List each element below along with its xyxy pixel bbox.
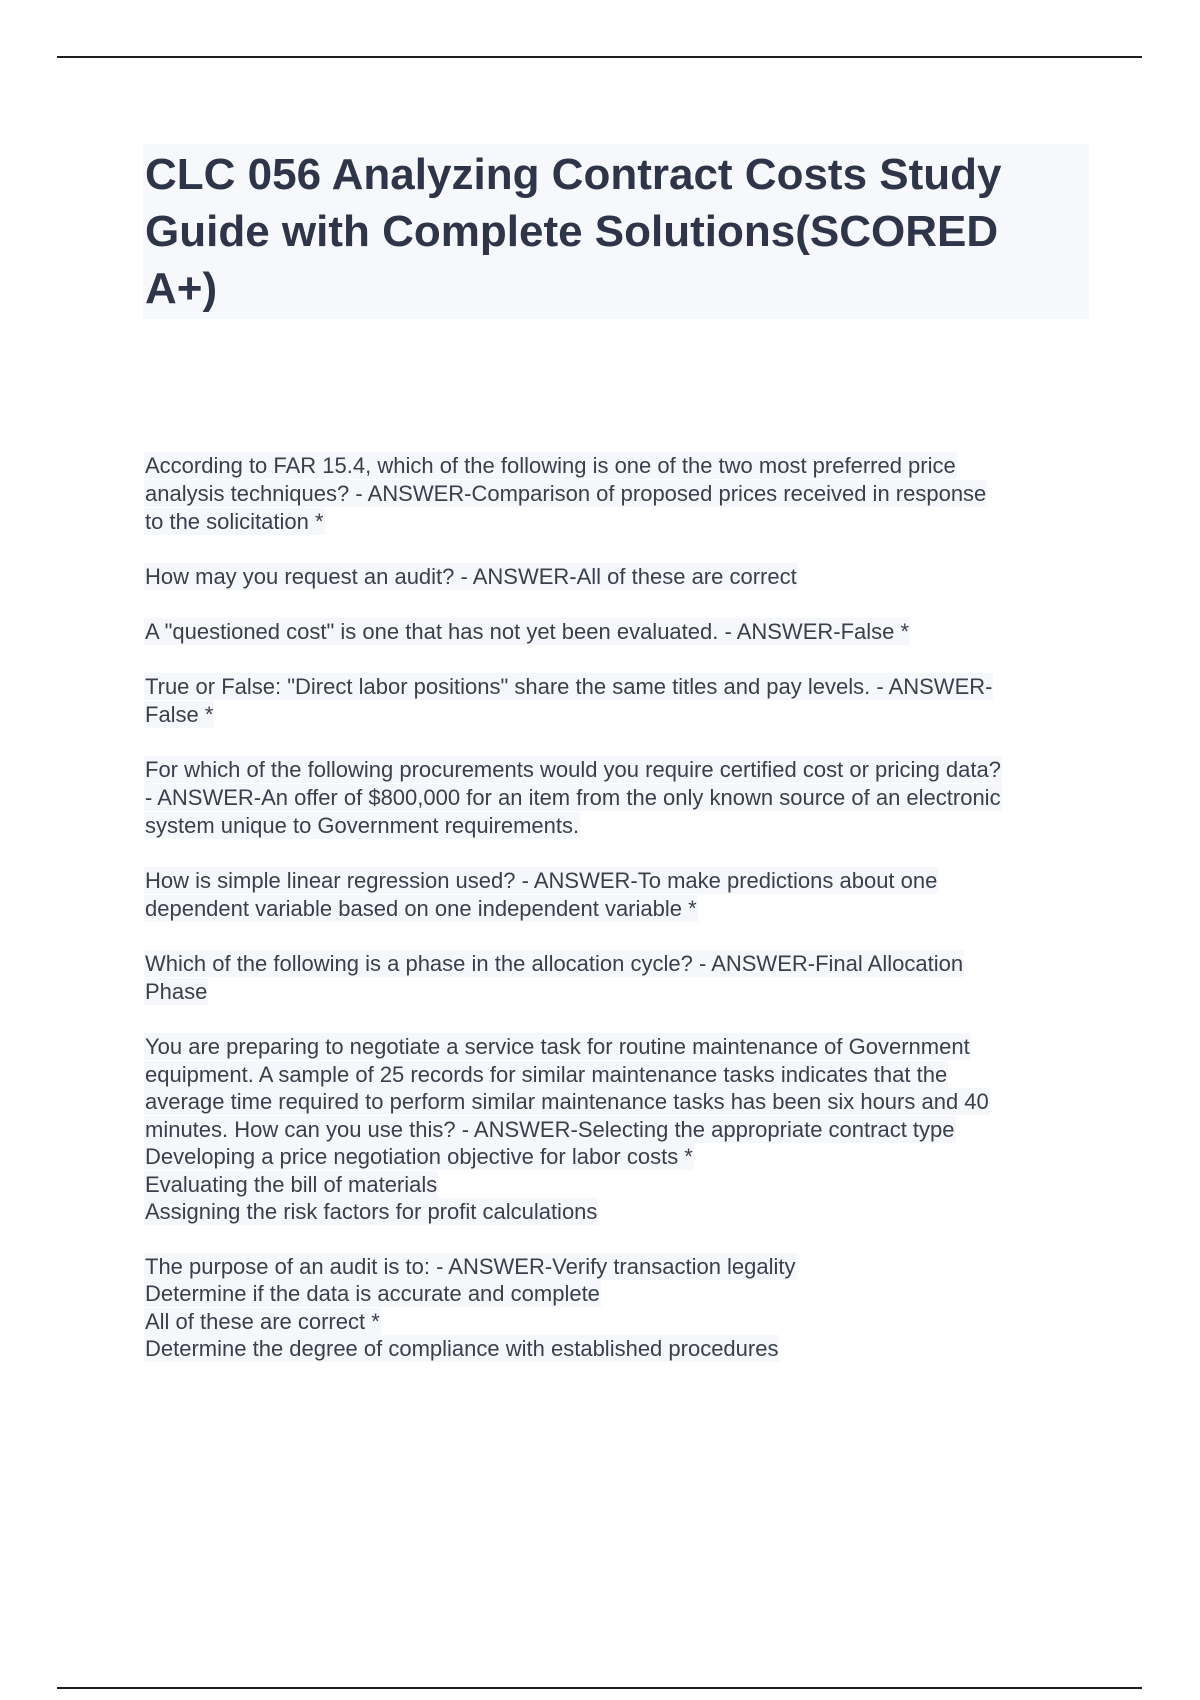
qa-line: average time required to perform similar maintenance tasks has been six hours and 40	[145, 1089, 989, 1114]
qa-line: dependent variable based on one independent variable *	[145, 896, 697, 921]
qa-line: equipment. A sample of 25 records for similar maintenance tasks indicates that the	[145, 1061, 948, 1087]
qa-item	[145, 950, 1095, 1006]
qa-item	[145, 756, 1095, 840]
qa-item	[145, 452, 1095, 536]
qa-line: True or False: "Direct labor positions" share the same titles and pay levels. - ANSWER-	[145, 674, 993, 699]
top-rule	[57, 56, 1142, 58]
qa-line: Developing a price negotiation objective for labor costs *	[145, 1144, 693, 1169]
document-title	[145, 146, 1087, 317]
qa-line: According to FAR 15.4, which of the following is one of the two most preferred price	[145, 453, 956, 478]
title-line-1: CLC 056 Analyzing Contract Costs Study	[145, 150, 1002, 199]
qa-line: The purpose of an audit is to: - ANSWER-Verify transaction legality	[145, 1253, 796, 1279]
qa-line: For which of the following procurements would you require certified cost or pricing data?	[145, 757, 1001, 782]
qa-line: False *	[145, 702, 214, 727]
qa-line: to the solicitation *	[145, 509, 324, 534]
title-line-2: Guide with Complete Solutions(SCORED	[145, 207, 999, 256]
qa-line: Determine the degree of compliance with established procedures	[145, 1336, 779, 1361]
qa-line: - ANSWER-An offer of $800,000 for an item from the only known source of an electronic	[145, 785, 1001, 810]
qa-item	[145, 1033, 1095, 1226]
qa-item	[145, 618, 1095, 646]
qa-line: You are preparing to negotiate a service task for routine maintenance of Government	[145, 1034, 970, 1059]
qa-line: Evaluating the bill of materials	[145, 1171, 438, 1197]
qa-line: How may you request an audit? - ANSWER-All of these are correct	[145, 564, 797, 589]
qa-item	[145, 1253, 1095, 1363]
qa-line: Assigning the risk factors for profit calculations	[145, 1199, 598, 1224]
title-line-3: A+)	[145, 264, 218, 313]
qa-line: minutes. How can you use this? - ANSWER-Selecting the appropriate contract type	[145, 1116, 955, 1142]
qa-line: Phase	[145, 979, 208, 1004]
qa-line: Determine if the data is accurate and complete	[145, 1281, 600, 1306]
qa-line: Which of the following is a phase in the allocation cycle? - ANSWER-Final Allocation	[145, 951, 964, 976]
qa-line: A "questioned cost" is one that has not yet been evaluated. - ANSWER-False *	[145, 619, 910, 644]
bottom-rule	[57, 1687, 1142, 1689]
qa-line: system unique to Government requirements.	[145, 813, 580, 838]
qa-line: How is simple linear regression used? - ANSWER-To make predictions about one	[145, 868, 938, 893]
qa-item	[145, 673, 1095, 729]
qa-line: All of these are correct *	[145, 1308, 380, 1334]
qa-item	[145, 867, 1095, 923]
question-answer-list	[145, 452, 1095, 1390]
qa-line: analysis techniques? - ANSWER-Comparison of proposed prices received in response	[145, 481, 987, 506]
qa-item	[145, 563, 1095, 591]
